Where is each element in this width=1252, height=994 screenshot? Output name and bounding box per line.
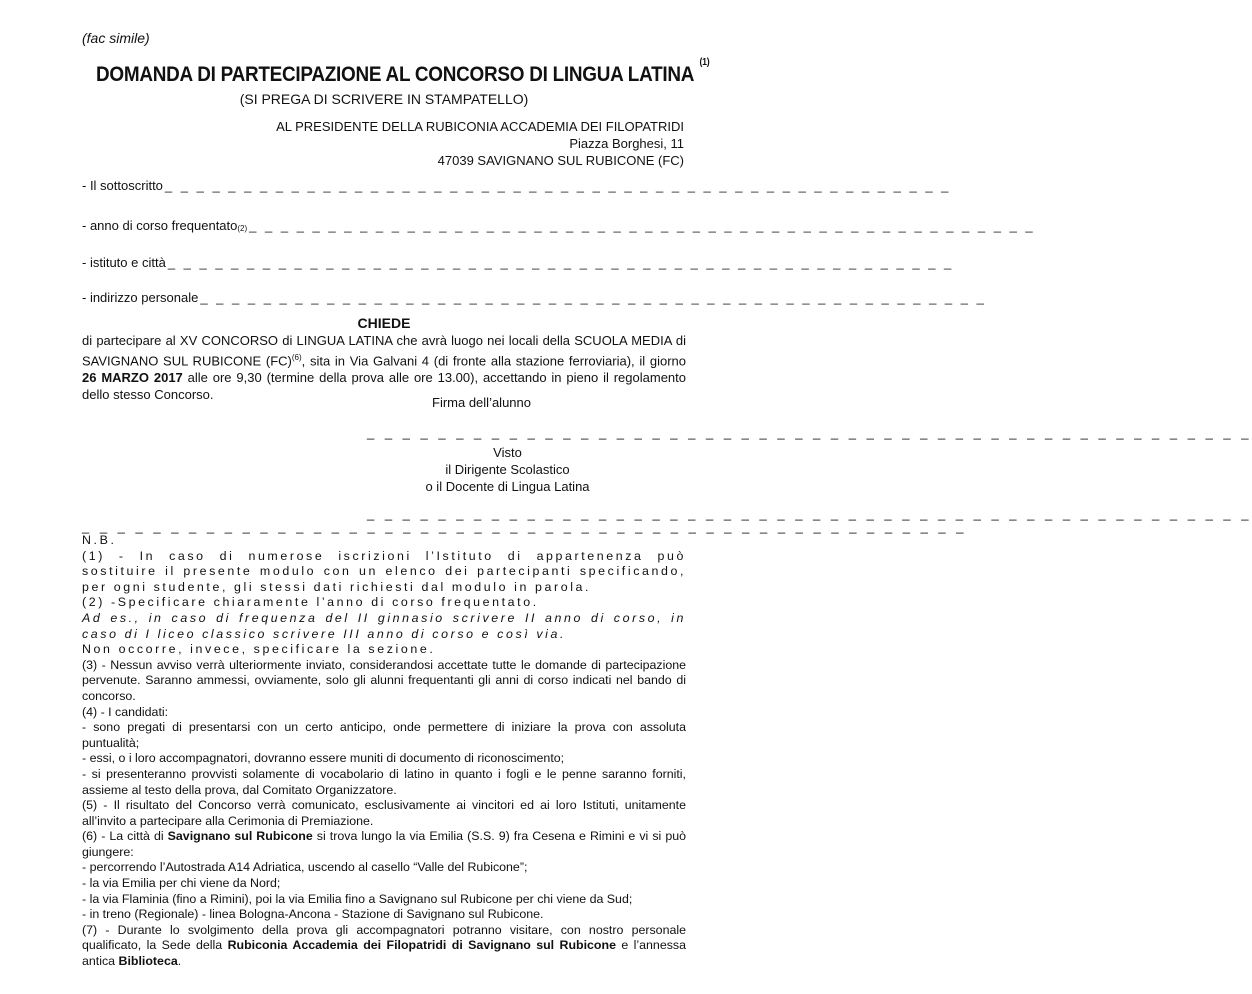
field-sottoscritto-label: - Il sottoscritto <box>82 178 163 193</box>
notes-section <box>82 533 686 970</box>
field-anno-corso-label: - anno di corso frequentato <box>82 218 238 233</box>
note-4: (4) - I candidati: <box>82 704 169 719</box>
chiede-heading: CHIEDE <box>357 315 411 331</box>
nb-label: N.B. <box>82 533 117 547</box>
field-indirizzo[interactable] <box>82 290 987 305</box>
note-2-section: Non occorre, invece, specificare la sezione. <box>82 642 436 657</box>
note-6: (6) - La città di Savignano sul Rubicone si trova lungo la via Emilia (S.S. 9) fra Cesena e Rimini e vi si può giungere: <box>82 829 687 859</box>
teacher-signature-line[interactable]: _ _ _ _ _ _ _ _ _ _ _ _ _ _ _ _ _ _ _ _ _ _ _ _ _ _ _ _ _ _ _ _ _ _ _ _ _ _ _ _ _ _ _ _ _ _ _ _ _ _ <box>367 506 1252 521</box>
note-2: (2) -Specificare chiaramente l’anno di corso frequentato. <box>82 595 539 610</box>
visto-dirigente: il Dirigente Scolastico <box>445 462 570 477</box>
field-anno-corso[interactable] <box>82 218 1036 233</box>
note-2-example: Ad es., in caso di frequenza del II ginnasio scrivere II anno di corso, in caso di I liceo classico scrivere III anno di corso e così via. <box>82 610 686 641</box>
visto-block <box>400 444 615 495</box>
note-1: (1) - In caso di numerose iscrizioni l’Istituto di appartenenza può sostituire il presente modulo con un elenco dei partecipanti specificando, per ogni studente, gli stessi dati richiesti dal modulo in parola. <box>82 548 686 594</box>
request-paragraph: di partecipare al XV CONCORSO di LINGUA LATINA che avrà luogo nei locali della SCUOLA MEDIA di SAVIGNANO SUL RUBICONE (FC)$^{(6)}$, sita in Via Galvani 4 (di fronte alla stazione ferroviaria), il giorno 26 MARZO 2017 alle ore 9,30 (termine della prova alle ore 13.00), accettando in pieno il regolamento dello stesso Concorso. <box>82 333 686 403</box>
recipient-line1: AL PRESIDENTE DELLA RUBICONIA ACCADEMIA DEI FILOPATRIDI <box>276 119 684 134</box>
note-4a: - sono pregati di presentarsi con un certo anticipo, onde permettere di iniziare la prova con assoluta puntualità; <box>82 720 686 750</box>
title-footnote: (1) <box>699 56 710 68</box>
note-6-treno: - in treno (Regionale) - linea Bologna-Ancona - Stazione di Savignano sul Rubicone. <box>82 907 544 922</box>
form-subtitle: (SI PREGA DI SCRIVERE IN STAMPATELLO) <box>239 91 529 107</box>
field-sottoscritto[interactable] <box>82 178 951 193</box>
separator-line: _ _ _ _ _ _ _ _ _ _ _ _ _ _ _ _ _ _ _ _ _ _ _ _ _ _ _ _ _ _ _ _ _ _ _ _ _ _ _ _ _ _ _ _ _ _ _ _ _ _ <box>82 519 967 534</box>
fac-simile-label: (fac simile) <box>82 30 150 46</box>
field-anno-corso-line[interactable]: _ _ _ _ _ _ _ _ _ _ _ _ _ _ _ _ _ _ _ _ _ _ _ _ _ _ _ _ _ _ _ _ _ _ _ _ _ _ _ _ _ _ _ _ _ _ _ _ _ _ <box>249 218 1036 233</box>
visto-label: Visto <box>493 445 522 460</box>
recipient-address <box>276 118 684 169</box>
note-4b: - essi, o i loro accompagnatori, dovranno essere muniti di documento di riconoscimento; <box>82 751 565 766</box>
field-istituto-label: - istituto e città <box>82 255 166 270</box>
visto-docente: o il Docente di Lingua Latina <box>425 479 590 494</box>
note-3: (3) - Nessun avviso verrà ulteriormente inviato, considerandosi accettate tutte le domande di partecipazione pervenute. Saranno ammessi, ovviamente, solo gli alunni frequentanti gli anni di corso indicati nel bando di concorso. <box>82 657 686 703</box>
recipient-line3: 47039 SAVIGNANO SUL RUBICONE (FC) <box>437 153 684 168</box>
note-5: (5) - Il risultato del Concorso verrà comunicato, esclusivamente ai vincitori ed ai loro Istituti, unitamente all’invito a partecipare alla Cerimonia di Premiazione. <box>82 798 686 828</box>
field-anno-footnote: (2) <box>237 224 248 233</box>
note-7: (7) - Durante lo svolgimento della prova gli accompagnatori potranno visitare, con nostro personale qualificato, la Sede della Rubiconia Accademia dei Filopatridi di Savignano sul Rubicone e l’annessa antica Biblioteca. <box>82 922 686 969</box>
note-6-nord: - la via Emilia per chi viene da Nord; <box>82 876 281 891</box>
note-6-sud: - la via Flaminia (fino a Rimini), poi la via Emilia fino a Savignano sul Rubicone per chi viene da Sud; <box>82 891 633 906</box>
field-sottoscritto-line[interactable]: _ _ _ _ _ _ _ _ _ _ _ _ _ _ _ _ _ _ _ _ _ _ _ _ _ _ _ _ _ _ _ _ _ _ _ _ _ _ _ _ _ _ _ _ _ _ _ _ _ _ <box>164 178 951 193</box>
note-4c: - si presenteranno provvisti solamente di vocabolario di latino in quanto i fogli e le penne saranno forniti, assieme al testo della prova, dal Comitato Organizzatore. <box>82 766 686 797</box>
note-6-autostrada: - percorrendo l’Autostrada A14 Adriatica, uscendo al casello “Valle del Rubicone”; <box>82 860 528 875</box>
student-signature-label: Firma dell’alunno <box>432 395 531 410</box>
student-signature-line[interactable]: _ _ _ _ _ _ _ _ _ _ _ _ _ _ _ _ _ _ _ _ _ _ _ _ _ _ _ _ _ _ _ _ _ _ _ _ _ _ _ _ _ _ _ _ _ _ _ _ _ _ <box>367 425 1252 440</box>
form-title: DOMANDA DI PARTECIPAZIONE AL CONCORSO DI LINGUA LATINA $^{(1)}$ <box>96 56 710 86</box>
field-indirizzo-label: - indirizzo personale <box>82 290 199 305</box>
field-istituto[interactable] <box>82 255 954 270</box>
field-indirizzo-line[interactable]: _ _ _ _ _ _ _ _ _ _ _ _ _ _ _ _ _ _ _ _ _ _ _ _ _ _ _ _ _ _ _ _ _ _ _ _ _ _ _ _ _ _ _ _ _ _ _ _ _ _ <box>200 290 987 305</box>
recipient-line2: Piazza Borghesi, 11 <box>569 136 684 151</box>
field-istituto-line[interactable]: _ _ _ _ _ _ _ _ _ _ _ _ _ _ _ _ _ _ _ _ _ _ _ _ _ _ _ _ _ _ _ _ _ _ _ _ _ _ _ _ _ _ _ _ _ _ _ _ _ _ <box>167 255 954 270</box>
exam-date: 26 MARZO 2017 <box>82 370 183 386</box>
